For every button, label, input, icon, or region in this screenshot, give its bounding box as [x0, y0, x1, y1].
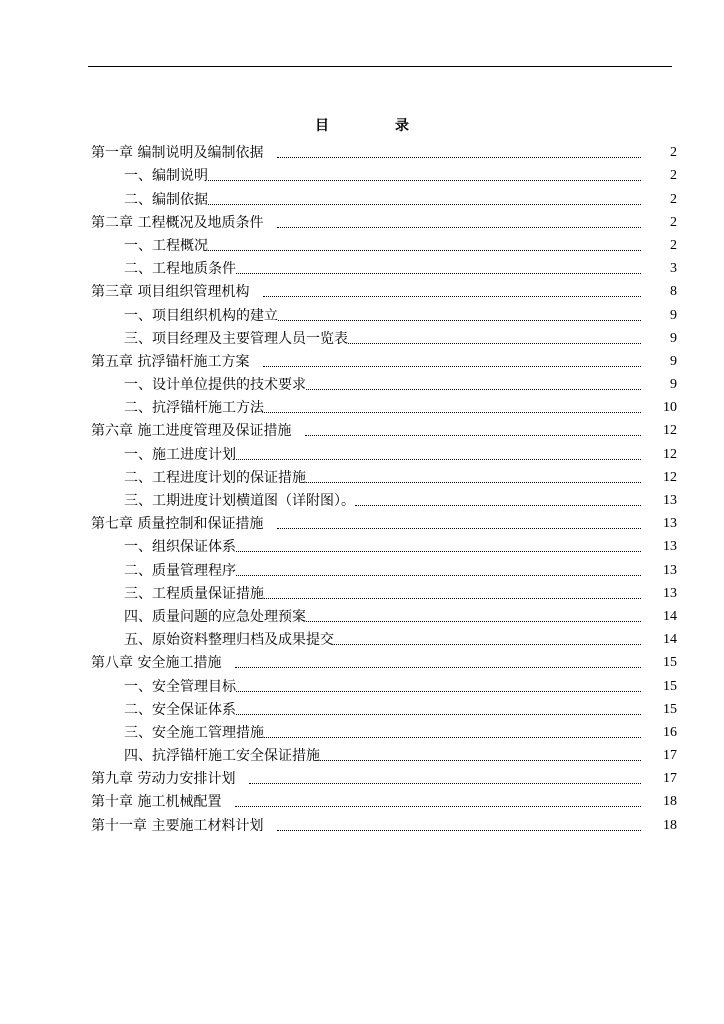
toc-entry-label: 第十一章 主要施工材料计划 [91, 817, 264, 834]
toc-entry-page-number: 18 [663, 794, 677, 810]
toc-section-entry[interactable] [91, 372, 677, 395]
toc-entry-page-number: 13 [663, 539, 677, 555]
toc-entry-page-number: 8 [670, 284, 677, 300]
toc-entry-page-number: 2 [670, 168, 677, 184]
toc-entry-page-number: 14 [663, 632, 677, 648]
toc-dot-leader [235, 667, 641, 668]
toc-dot-leader [236, 575, 641, 576]
toc-entry-label: 第三章 项目组织管理机构 [91, 284, 250, 301]
toc-entry-page-number: 9 [670, 377, 677, 393]
toc-entry-label: 一、安全管理目标 [124, 678, 236, 695]
toc-entry-label: 三、项目经理及主要管理人员一览表 [124, 330, 348, 347]
toc-entry-label: 第八章 安全施工措施 [91, 655, 222, 672]
toc-entry-page-number: 2 [670, 237, 677, 253]
toc-entry-label: 二、工程进度计划的保证措施 [124, 469, 306, 486]
toc-dot-leader [208, 180, 641, 181]
toc-section-entry[interactable] [91, 302, 677, 325]
toc-entry-page-number: 12 [663, 446, 677, 462]
toc-chapter-entry[interactable] [91, 511, 677, 534]
toc-section-entry[interactable] [91, 720, 677, 743]
toc-section-entry[interactable] [91, 465, 677, 488]
toc-entry-label: 第六章 施工进度管理及保证措施 [91, 423, 292, 440]
toc-chapter-entry[interactable] [91, 140, 677, 163]
toc-entry-label: 第二章 工程概况及地质条件 [91, 214, 264, 231]
toc-section-entry[interactable] [91, 233, 677, 256]
toc-dot-leader [264, 598, 641, 599]
header-rule [88, 66, 672, 67]
toc-dot-leader [236, 691, 641, 692]
toc-dot-leader [277, 830, 641, 831]
toc-dot-leader [306, 482, 641, 483]
toc-entry-label: 一、设计单位提供的技术要求 [124, 377, 306, 394]
toc-entry-label: 二、编制依据 [124, 191, 208, 208]
toc-dot-leader [320, 760, 641, 761]
toc-section-entry[interactable] [91, 395, 677, 418]
toc-entry-label: 一、组织保证体系 [124, 539, 236, 556]
toc-section-entry[interactable] [91, 326, 677, 349]
toc-entry-label: 第五章 抗浮锚杆施工方案 [91, 353, 250, 370]
toc-entry-label: 四、抗浮锚杆施工安全保证措施 [124, 748, 320, 765]
toc-entry-label: 第十章 施工机械配置 [91, 794, 222, 811]
toc-entry-page-number: 9 [670, 307, 677, 323]
toc-entry-page-number: 17 [663, 771, 677, 787]
toc-dot-leader [306, 621, 641, 622]
toc-entry-page-number: 13 [663, 562, 677, 578]
toc-entry-label: 三、工程质量保证措施 [124, 585, 264, 602]
toc-section-entry[interactable] [91, 604, 677, 627]
toc-dot-leader [306, 389, 641, 390]
toc-entry-label: 第一章 编制说明及编制依据 [91, 145, 264, 162]
table-of-contents [91, 140, 677, 836]
toc-entry-label: 三、安全施工管理措施 [124, 724, 264, 741]
toc-dot-leader [249, 783, 641, 784]
toc-entry-label: 五、原始资料整理归档及成果提交 [124, 632, 334, 649]
toc-dot-leader [208, 204, 641, 205]
toc-entry-page-number: 15 [663, 678, 677, 694]
toc-chapter-entry[interactable] [91, 349, 677, 372]
toc-chapter-entry[interactable] [91, 418, 677, 441]
toc-dot-leader [348, 343, 641, 344]
toc-section-entry[interactable] [91, 163, 677, 186]
toc-entry-page-number: 16 [663, 724, 677, 740]
toc-section-entry[interactable] [91, 697, 677, 720]
toc-dot-leader [236, 459, 641, 460]
toc-section-entry[interactable] [91, 673, 677, 696]
toc-entry-label: 一、施工进度计划 [124, 446, 236, 463]
toc-section-entry[interactable] [91, 186, 677, 209]
toc-entry-label: 四、质量问题的应急处理预案 [124, 608, 306, 625]
toc-entry-page-number: 12 [663, 423, 677, 439]
toc-entry-label: 二、工程地质条件 [124, 261, 236, 278]
toc-entry-page-number: 10 [663, 400, 677, 416]
toc-dot-leader [263, 296, 641, 297]
toc-chapter-entry[interactable] [91, 210, 677, 233]
toc-dot-leader [277, 227, 641, 228]
toc-dot-leader [264, 412, 641, 413]
toc-section-entry[interactable] [91, 627, 677, 650]
toc-section-entry[interactable] [91, 743, 677, 766]
toc-dot-leader [235, 806, 641, 807]
toc-entry-label: 一、项目组织机构的建立 [124, 307, 278, 324]
toc-dot-leader [277, 528, 641, 529]
toc-entry-page-number: 18 [663, 817, 677, 833]
toc-entry-page-number: 12 [663, 469, 677, 485]
toc-section-entry[interactable] [91, 441, 677, 464]
toc-chapter-entry[interactable] [91, 650, 677, 673]
toc-dot-leader [277, 157, 641, 158]
toc-entry-label: 三、工期进度计划横道图（详附图）。 [124, 493, 355, 509]
toc-chapter-entry[interactable] [91, 812, 677, 835]
toc-entry-label: 二、抗浮锚杆施工方法 [124, 400, 264, 417]
toc-section-entry[interactable] [91, 557, 677, 580]
toc-dot-leader [355, 505, 641, 506]
toc-dot-leader [208, 250, 641, 251]
toc-entry-page-number: 2 [670, 145, 677, 161]
toc-entry-page-number: 13 [663, 493, 677, 508]
toc-dot-leader [236, 551, 641, 552]
toc-dot-leader [305, 435, 641, 436]
toc-chapter-entry[interactable] [91, 789, 677, 812]
toc-entry-label: 一、编制说明 [124, 168, 208, 185]
toc-section-entry[interactable] [91, 534, 677, 557]
toc-entry-page-number: 13 [663, 516, 677, 532]
toc-section-entry[interactable] [91, 488, 677, 511]
toc-entry-label: 一、工程概况 [124, 237, 208, 254]
toc-chapter-entry[interactable] [91, 279, 677, 302]
toc-dot-leader [236, 714, 641, 715]
toc-section-entry[interactable] [91, 581, 677, 604]
toc-dot-leader [264, 737, 641, 738]
toc-entry-page-number: 9 [670, 330, 677, 346]
toc-entry-page-number: 15 [663, 655, 677, 671]
toc-entry-page-number: 3 [670, 261, 677, 277]
toc-title: 目 录 [315, 118, 435, 134]
toc-entry-page-number: 15 [663, 701, 677, 717]
toc-entry-page-number: 2 [670, 214, 677, 230]
toc-entry-page-number: 14 [663, 608, 677, 624]
toc-entry-label: 二、质量管理程序 [124, 562, 236, 579]
toc-entry-label: 第七章 质量控制和保证措施 [91, 516, 264, 533]
toc-entry-label: 第九章 劳动力安排计划 [91, 771, 236, 788]
toc-entry-page-number: 9 [670, 353, 677, 369]
toc-chapter-entry[interactable] [91, 766, 677, 789]
toc-entry-page-number: 17 [663, 748, 677, 764]
toc-dot-leader [236, 273, 641, 274]
toc-dot-leader [278, 320, 641, 321]
toc-entry-page-number: 13 [663, 585, 677, 601]
toc-dot-leader [334, 644, 641, 645]
toc-entry-page-number: 2 [670, 191, 677, 207]
toc-dot-leader [263, 366, 641, 367]
toc-section-entry[interactable] [91, 256, 677, 279]
toc-entry-label: 二、安全保证体系 [124, 701, 236, 718]
